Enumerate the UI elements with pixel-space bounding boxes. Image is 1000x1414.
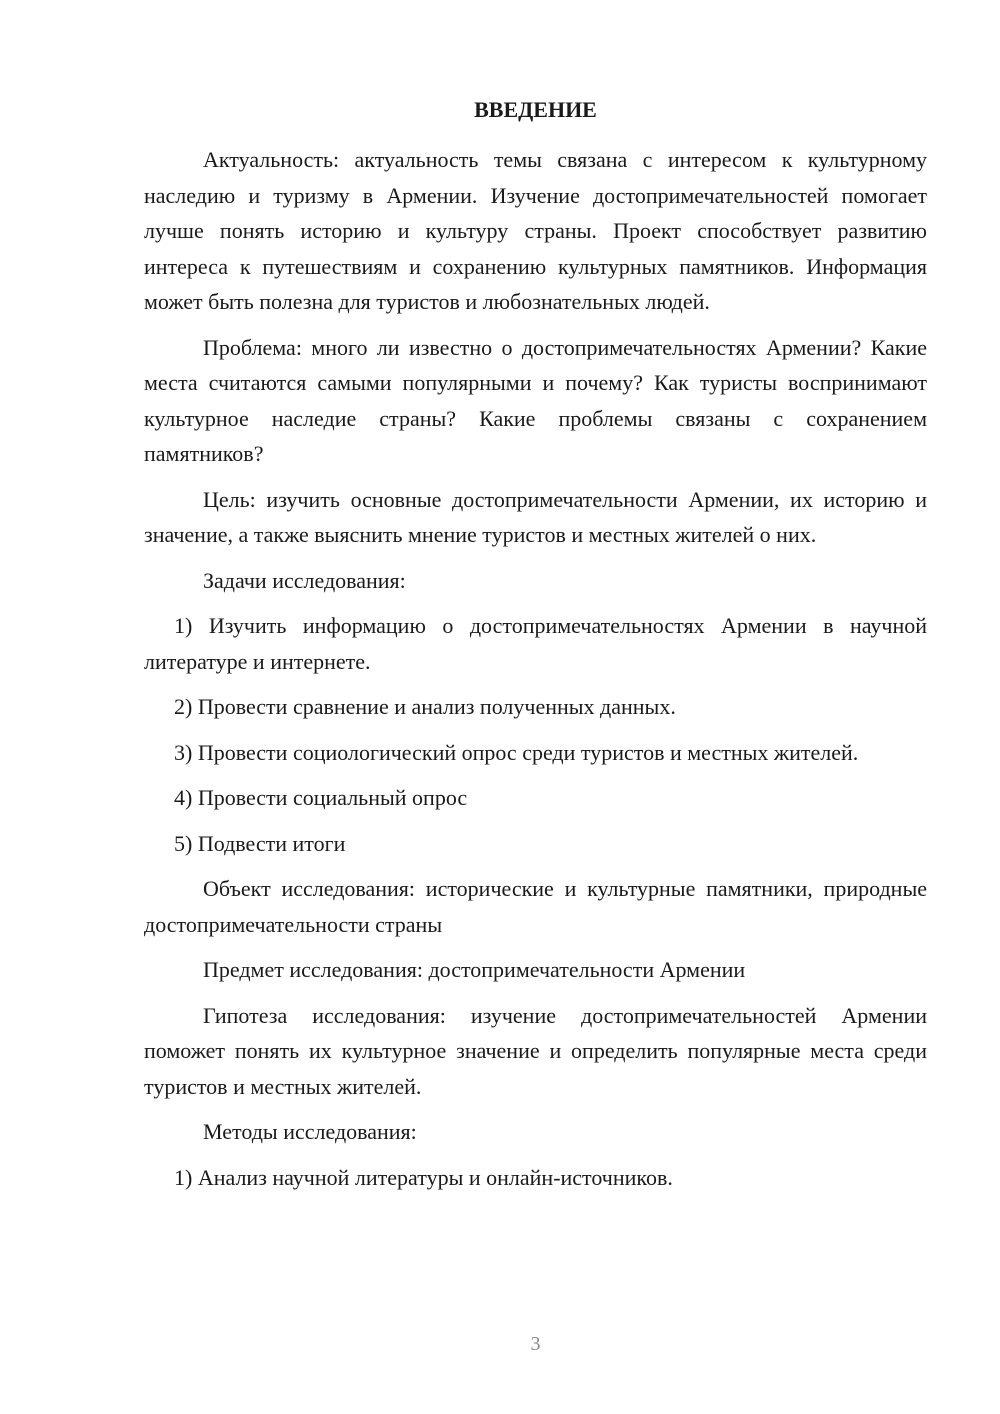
paragraph-goal: Цель: изучить основные достопримечательности Армении, их историю и значение, а также выяснить мнение туристов и местных жителей о них. xyxy=(144,486,927,547)
document-page xyxy=(144,0,927,1414)
paragraph-tasks-heading: Задачи исследования: xyxy=(203,567,406,593)
task-item-1: 1) Изучить информацию о достопримечательностях Армении в научной литературе и интернете. xyxy=(144,613,927,674)
section-title: ВВЕДЕНИЕ xyxy=(474,97,597,122)
task-item-3: 3) Провести социологический опрос среди туристов и местных жителей. xyxy=(174,739,859,765)
paragraph-methods-heading: Методы исследования: xyxy=(203,1119,417,1144)
task-item-2: 2) Провести сравнение и анализ полученных данных. xyxy=(174,694,676,719)
paragraph-relevance: Актуальность: актуальность темы связана с интересом к культурному наследию и туризму в Армении. Изучение достопримечательностей помогает лучше понять историю и культуру страны. Проект способствует развитию интереса к путешествиям и сохранению культурных памятников. Информация может быть полезна для туристов и любознательных людей. xyxy=(144,147,927,314)
paragraph-subject: Предмет исследования: достопримечательности Армении xyxy=(203,957,746,982)
method-item-1: 1) Анализ научной литературы и онлайн-источников. xyxy=(174,1164,673,1190)
paragraph-object: Объект исследования: исторические и культурные памятники, природные достопримечательности страны xyxy=(144,876,927,937)
paragraph-hypothesis: Гипотеза исследования: изучение достопримечательностей Армении поможет понять их культурное значение и определить популярные места среди туристов и местных жителей. xyxy=(144,1002,927,1099)
paragraph-problem: Проблема: много ли известно о достопримечательностях Армении? Какие места считаются самыми популярными и почему? Как туристы воспринимают культурное наследие страны? Какие проблемы связаны с сохранением памятников? xyxy=(144,334,927,466)
page-number: 3 xyxy=(530,1333,541,1355)
task-item-5: 5) Подвести итоги xyxy=(174,830,346,856)
document-body xyxy=(144,142,927,1205)
task-item-4: 4) Провести социальный опрос xyxy=(174,785,468,810)
